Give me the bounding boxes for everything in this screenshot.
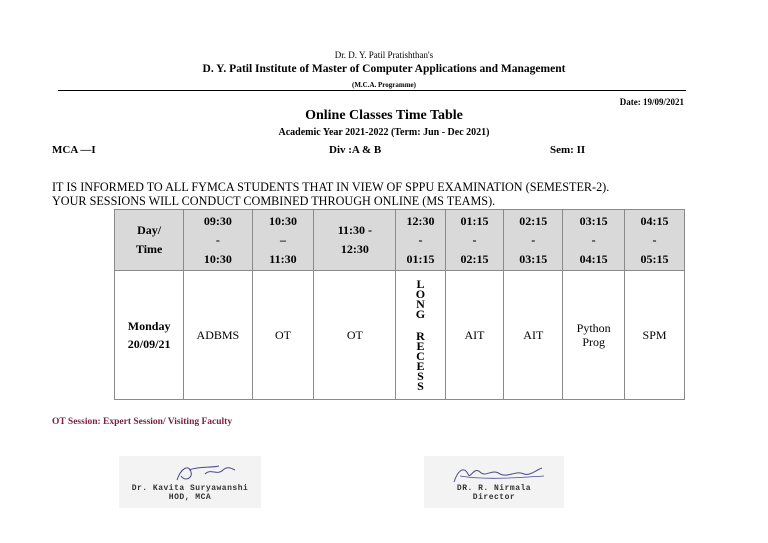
notice-line-1: IT IS INFORMED TO ALL FYMCA STUDENTS THAT IN VIEW OF SPPU EXAMINATION (SEMESTER-2).	[52, 180, 610, 194]
division-label: Div :A & B	[329, 144, 382, 156]
slot-header-1: 09:30 - 10:30	[184, 210, 252, 271]
session-cell-6: AIT	[504, 271, 563, 400]
footnote: OT Session: Expert Session/ Visiting Faculty	[52, 417, 233, 427]
director-name: DR. R. Nirmala	[456, 484, 532, 493]
semester-label: Sem: II	[550, 144, 586, 156]
table-row	[115, 271, 685, 400]
timetable-header-row	[115, 210, 685, 271]
session-cell-3: OT	[314, 271, 396, 400]
trust-name: Dr. D. Y. Patil Pratishthan's	[334, 50, 434, 60]
hod-signature-icon	[119, 456, 261, 486]
document-date: Date: 19/09/2021	[619, 97, 684, 107]
day-time-header: Day/ Time	[115, 210, 184, 271]
programme-label: (M.C.A. Programme)	[351, 81, 416, 89]
director-role: Director	[472, 493, 516, 502]
session-cell-1: ADBMS	[184, 271, 252, 400]
day-name: Monday	[127, 319, 171, 333]
session-cell-5: AIT	[445, 271, 504, 400]
day-date: 20/09/21	[127, 337, 171, 351]
session-cell-8: SPM	[625, 271, 685, 400]
slot-header-2: 10:30 – 11:30	[252, 210, 314, 271]
notice-text	[52, 180, 732, 208]
slot-header-5: 01:15 - 02:15	[445, 210, 504, 271]
page-title: Online Classes Time Table	[305, 108, 463, 123]
hod-role: HOD, MCA	[168, 493, 212, 502]
session-cell-7: Python Prog	[563, 271, 625, 400]
slot-header-7: 03:15 - 04:15	[563, 210, 625, 271]
day-cell	[115, 271, 184, 400]
header-divider	[58, 90, 686, 91]
director-signature-block	[424, 456, 564, 508]
hod-signature-block	[119, 456, 261, 508]
institute-name: D. Y. Patil Institute of Master of Computer Applications and Management	[202, 63, 566, 75]
director-signature-icon	[424, 456, 564, 486]
session-cell-2: OT	[252, 271, 314, 400]
academic-year: Academic Year 2021-2022 (Term: Jun - Dec 2021)	[278, 127, 490, 138]
class-label: MCA —I	[52, 144, 96, 156]
timetable	[114, 209, 685, 400]
long-recess-cell: L O N G R E C E S S	[396, 271, 445, 400]
slot-header-8: 04:15 - 05:15	[625, 210, 685, 271]
slot-header-3: 11:30 - 12:30	[314, 210, 396, 271]
slot-header-4: 12:30 - 01:15	[396, 210, 445, 271]
notice-line-2: YOUR SESSIONS WILL CONDUCT COMBINED THROUGH ONLINE (MS TEAMS).	[52, 194, 496, 208]
hod-name: Dr. Kavita Suryawanshi	[131, 484, 249, 493]
slot-header-6: 02:15 - 03:15	[504, 210, 563, 271]
